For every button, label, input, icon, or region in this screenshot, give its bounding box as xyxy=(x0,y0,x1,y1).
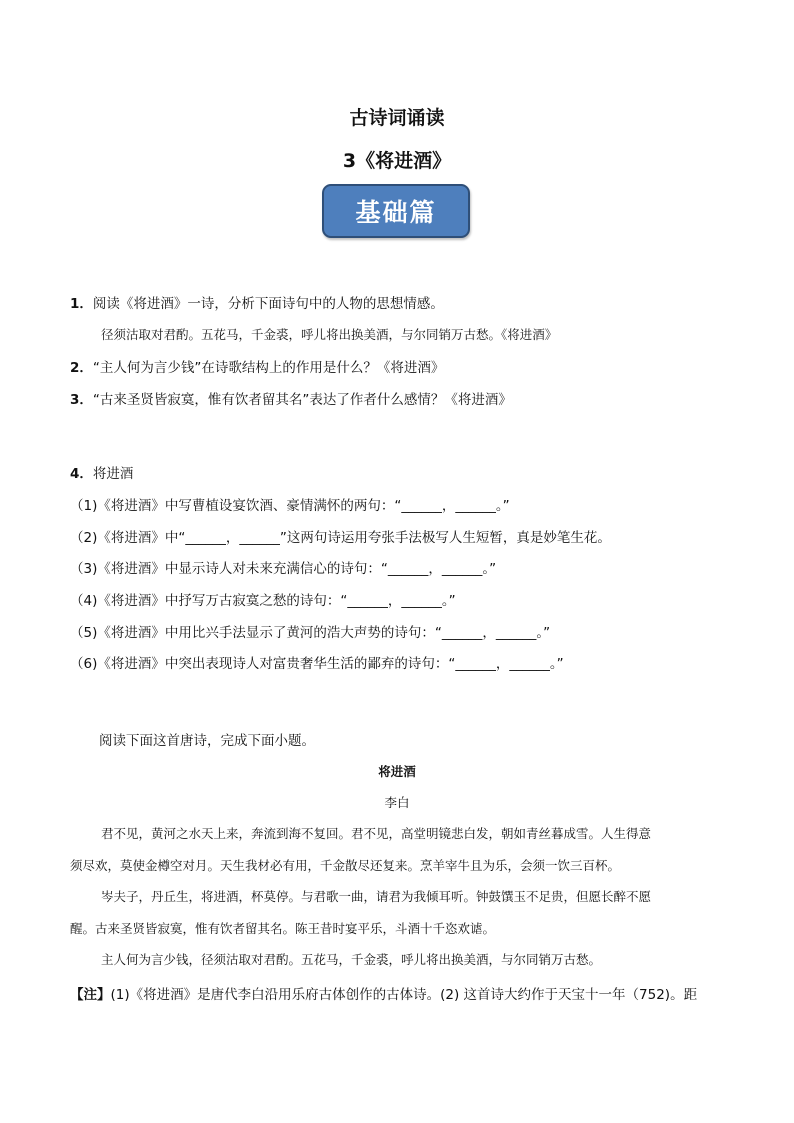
question-4-item-2: （2)《将进酒》中“______，______”这两句诗运用夸张手法极写人生短暂，真是妙笔生花。 xyxy=(70,530,611,546)
question-text: “主人何为言少钱”在诗歌结构上的作用是什么？《将进酒》 xyxy=(92,360,445,376)
question-1-quote: 径须沽取对君酌。五花马，千金裘，呼儿将出换美酒，与尔同销万古愁。《将进酒》 xyxy=(101,327,558,342)
question-4-item-3: （3)《将进酒》中显示诗人对未来充满信心的诗句：“______，______。” xyxy=(70,561,497,577)
reading-intro: 阅读下面这首唐诗，完成下面小题。 xyxy=(99,733,315,749)
section-badge: 基础篇 xyxy=(322,184,470,238)
question-3 xyxy=(70,388,512,408)
question-4-item-5: （5)《将进酒》中用比兴手法显示了黄河的浩大声势的诗句：“______，______。” xyxy=(70,625,551,641)
question-2 xyxy=(70,356,444,376)
poem-author: 李白 xyxy=(384,795,410,810)
question-text: “古来圣贤皆寂寞，惟有饮者留其名”表达了作者什么感情？《将进酒》 xyxy=(92,392,512,408)
poem-line: 君不见，黄河之水天上来，奔流到海不复回。君不见，高堂明镜悲白发，朝如青丝暮成雪。人生得意 xyxy=(101,826,652,841)
note-text: (1)《将进酒》是唐代李白沿用乐府古体创作的古体诗。(2) 这首诗大约作于天宝十一年（752)。距 xyxy=(110,987,698,1003)
document-title: 古诗词诵读 xyxy=(349,107,445,129)
question-1 xyxy=(70,292,444,312)
question-4-item-4: （4)《将进酒》中抒写万古寂寞之愁的诗句：“______，______。” xyxy=(70,593,456,609)
question-number: 4． xyxy=(70,466,93,482)
question-number: 2． xyxy=(70,360,93,376)
question-number: 1． xyxy=(70,296,93,312)
question-text: 阅读《将进酒》一诗，分析下面诗句中的人物的思想情感。 xyxy=(92,296,444,312)
poem-note xyxy=(70,983,697,1003)
question-4-item-1: （1)《将进酒》中写曹植设宴饮酒、豪情满怀的两句：“______，______。” xyxy=(70,498,510,514)
question-text: 将进酒 xyxy=(92,466,134,482)
question-4-item-6: （6)《将进酒》中突出表现诗人对富贵奢华生活的鄙弃的诗句：“______，______。” xyxy=(70,656,564,672)
question-number: 3． xyxy=(70,392,93,408)
poem-line: 岑夫子，丹丘生，将进酒，杯莫停。与君歌一曲，请君为我倾耳听。钟鼓馔玉不足贵，但愿长醉不愿 xyxy=(101,889,652,904)
poem-line: 主人何为言少钱，径须沽取对君酌。五花马，千金裘，呼儿将出换美酒，与尔同销万古愁。 xyxy=(101,952,602,967)
poem-line: 醒。古来圣贤皆寂寞，惟有饮者留其名。陈王昔时宴平乐，斗酒十千恣欢谑。 xyxy=(70,921,496,936)
poem-line: 须尽欢，莫使金樽空对月。天生我材必有用，千金散尽还复来。烹羊宰牛且为乐，会须一饮三百杯。 xyxy=(70,858,621,873)
note-tag: 【注】 xyxy=(70,987,111,1003)
poem-title: 将进酒 xyxy=(378,764,416,779)
question-4 xyxy=(70,462,133,482)
document-subtitle: 3《将进酒》 xyxy=(342,150,452,172)
